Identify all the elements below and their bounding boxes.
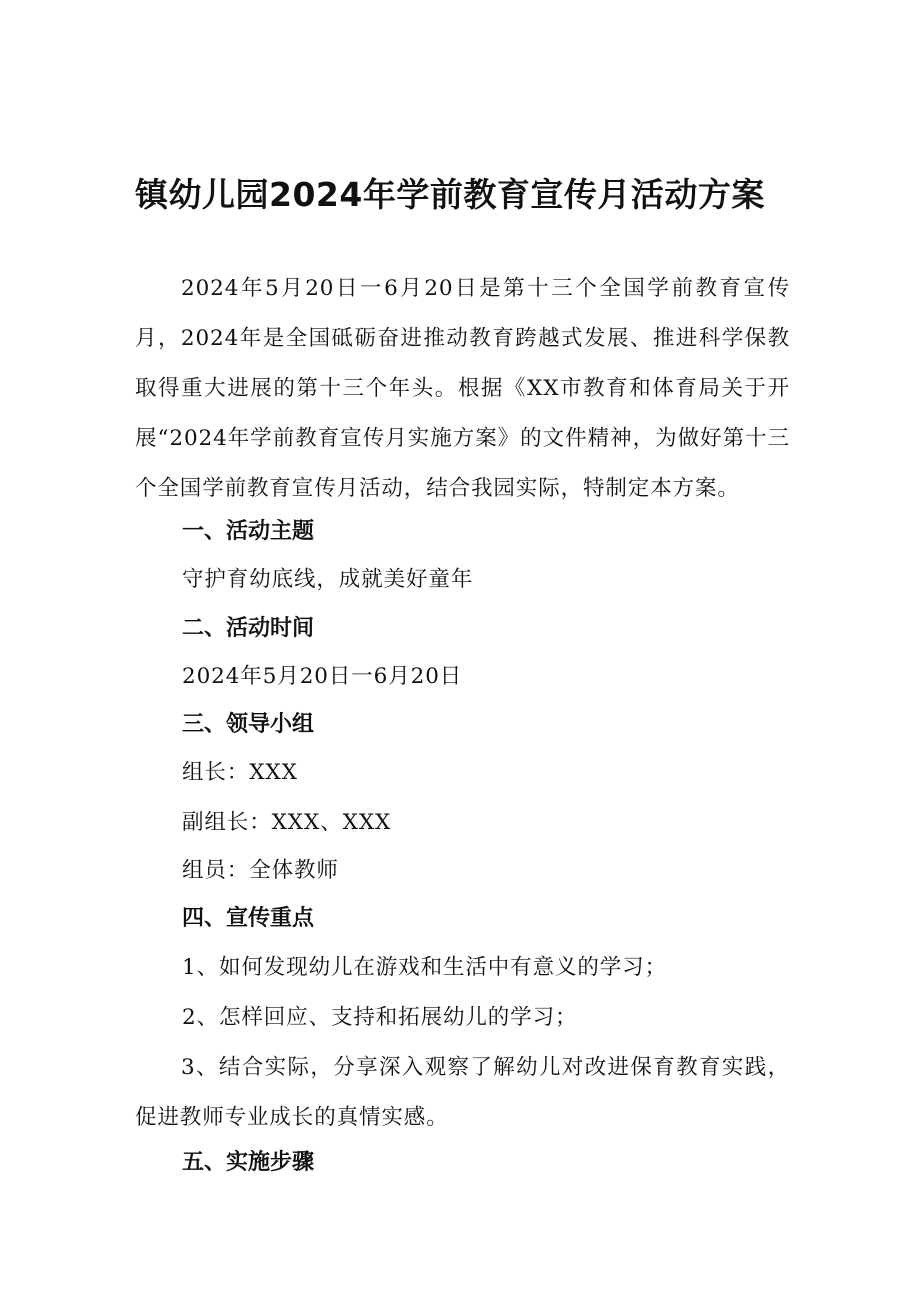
focus-item-2: 2、怎样回应、支持和拓展幼儿的学习； <box>182 1005 578 1030</box>
intro-paragraph: 2024年5月20日一6月20日是第十三个全国学前教育宣传月，2024年是全国砥砺奋进推动教育跨越式发展、推进科学保教取得重大进展的第十三个年头。根据《XX市教育和体育局关于开展“2024年学前教育宣传月实施方案》的文件精神，为做好第十三个全国学前教育宣传月活动，结合我园实际，特制定本方案。 <box>135 276 790 501</box>
section-heading-time: 二、活动时间 <box>182 616 315 641</box>
focus-item-1: 1、如何发现幼儿在游戏和生活中有意义的学习； <box>182 955 667 980</box>
section-heading-leadership: 三、领导小组 <box>182 712 315 737</box>
document-title: 镇幼儿园2024年学前教育宣传月活动方案 <box>135 175 765 214</box>
section-heading-focus: 四、宣传重点 <box>182 906 315 931</box>
time-text: 2024年5月20日一6月20日 <box>182 664 463 689</box>
members-text: 组员：全体教师 <box>182 858 339 883</box>
theme-text: 守护育幼底线，成就美好童年 <box>182 567 474 592</box>
section-heading-steps: 五、实施步骤 <box>182 1150 315 1175</box>
section-heading-theme: 一、活动主题 <box>182 519 315 544</box>
leader-text: 组长：XXX <box>182 760 298 785</box>
focus-item-3: 3、结合实际，分享深入观察了解幼儿对改进保育教育实践，促进教师专业成长的真情实感。 <box>135 1055 790 1130</box>
deputy-leader-text: 副组长：XXX、XXX <box>182 810 392 835</box>
